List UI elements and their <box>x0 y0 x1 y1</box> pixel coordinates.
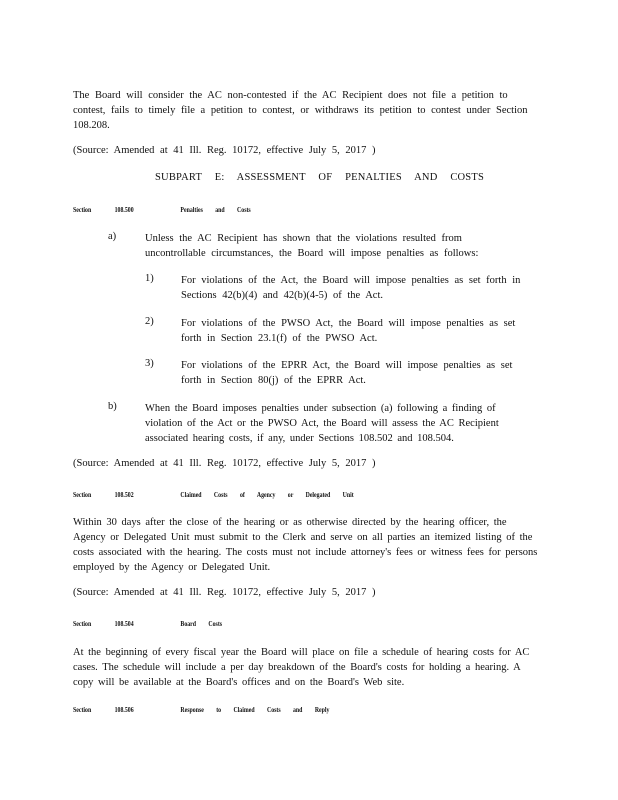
section-title: Response to Claimed Costs and Reply <box>180 705 330 714</box>
sub-item-2-label: 2) <box>145 316 154 327</box>
sub-item-3-text: For violations of the EPRR Act, the Board will impose penalties as set forth in Section 80(j) of the EPRR Act. <box>181 360 513 386</box>
source-note-1: (Source: Amended at 41 Ill. Reg. 10172, effective July 5, 2017 ) <box>73 145 376 156</box>
section-number: 108.500 <box>114 205 134 214</box>
section-label: Section <box>73 205 92 214</box>
item-b-label: b) <box>108 401 117 412</box>
section-heading-108-502 <box>73 490 354 499</box>
intro-paragraph: The Board will consider the AC non-contested if the AC Recipient does not file a petition to contest, fails to timely file a petition to contest, or withdraws its petition to contest under Section 108.208. <box>73 90 528 131</box>
section-heading-108-506 <box>73 705 329 714</box>
source-note-2: (Source: Amended at 41 Ill. Reg. 10172, effective July 5, 2017 ) <box>73 458 376 469</box>
item-b-text: When the Board imposes penalties under subsection (a) following a finding of violation of the Act or the PWSO Act, the Board will assess the AC Recipient associated hearing costs, if any, under Sections 108.502 and 108.504. <box>145 403 499 444</box>
section-title: Board Costs <box>180 619 223 628</box>
section-label: Section <box>73 705 92 714</box>
sub-item-2-text: For violations of the PWSO Act, the Board will impose penalties as set forth in Section 23.1(f) of the PWSO Act. <box>181 318 516 344</box>
item-a-label: a) <box>108 231 117 242</box>
section-title: Penalties and Costs <box>180 205 251 214</box>
source-note-3: (Source: Amended at 41 Ill. Reg. 10172, effective July 5, 2017 ) <box>73 587 376 598</box>
section-label: Section <box>73 490 92 499</box>
section-heading-108-504 <box>73 619 222 628</box>
section-title: Claimed Costs of Agency or Delegated Unit <box>180 490 354 499</box>
paragraph-108-504: At the beginning of every fiscal year the Board will place on file a schedule of hearing costs for AC cases. The schedule will include a per day breakdown of the Board's costs for holding a hearing. A copy will be available at the Board's offices and on the Board's Web site. <box>73 647 530 688</box>
sub-item-1-text: For violations of the Act, the Board will impose penalties as set forth in Sections 42(b)(4) and 42(b)(4-5) of the Act. <box>181 275 521 301</box>
item-a-text: Unless the AC Recipient has shown that the violations resulted from uncontrollable circumstances, the Board will impose penalties as follows: <box>145 233 479 259</box>
subpart-heading: SUBPART E: ASSESSMENT OF PENALTIES AND COSTS <box>155 172 484 183</box>
section-label: Section <box>73 619 92 628</box>
section-number: 108.502 <box>114 490 134 499</box>
section-number: 108.506 <box>114 705 134 714</box>
sub-item-3-label: 3) <box>145 358 154 369</box>
section-number: 108.504 <box>114 619 134 628</box>
sub-item-1-label: 1) <box>145 273 154 284</box>
section-heading-108-500 <box>73 205 251 214</box>
paragraph-108-502: Within 30 days after the close of the hearing or as otherwise directed by the hearing officer, the Agency or Delegated Unit must submit to the Clerk and serve on all parties an itemized listing of the costs associated with the hearing. The costs must not include attorney's fees or witness fees for persons employed by the Agency or Delegated Unit. <box>73 517 538 573</box>
